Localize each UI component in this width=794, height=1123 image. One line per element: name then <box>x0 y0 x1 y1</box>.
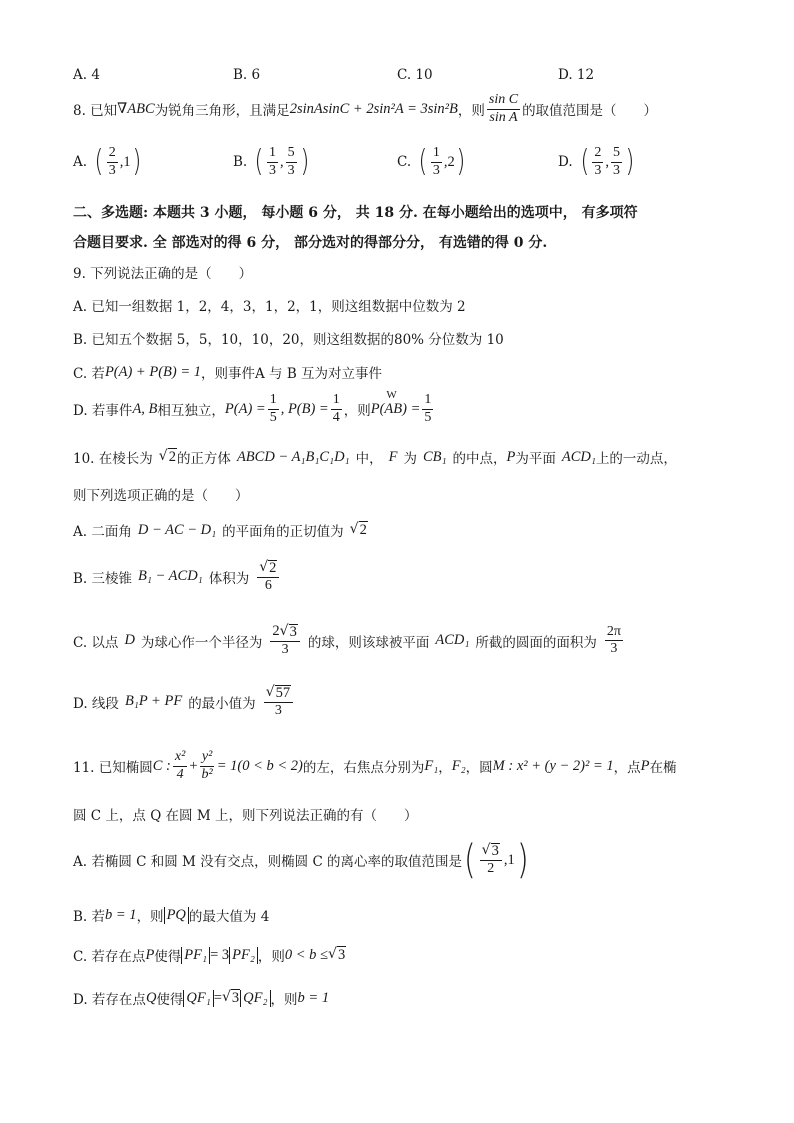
q8-option-d: D. ( $\frac{2}{3}$ , $\frac{5}{3}$ ) <box>558 144 635 180</box>
q10-option-b: B. 三棱锥 B₁ − ACD₁ 体积为 √ 2 6 <box>73 560 281 594</box>
q9-option-d: D. 若事件 A, B 相互独立， P(A) = $\frac{1}{5}$ , P(B) = $\frac{1}{4}$ ，则 P( W AB ) = $\frac{1}{5}$ <box>73 388 432 425</box>
q9-option-a: A. 已知一组数据 1，2，4，3，1，2，1，则这组数据中位数为 2 <box>73 299 466 315</box>
q11-option-c: C. 若存在点 P 使得 PF₁ = 3 PF₂ ，则 0 < b ≤ √ 3 <box>73 946 346 965</box>
q10-option-d: D. 线段 B₁P + PF 的最小值为 √ 57 3 <box>73 685 295 719</box>
q7-option-b: B. 6 <box>233 67 261 83</box>
q10-option-c: C. 以点 D 为球心作一个半径为 2 √ 3 3 的球，则该球被平面 ACD₁ 所截的圆面的面积为 $\frac{2\pi}{3}$ <box>73 623 621 658</box>
q11-stem: 11. 已知椭圆 C : $\frac{\text{x²}}{4}$ + $\frac{\text{y²}}{\text{b²}}$ = 1(0 < b < 2) 的左，右焦点分别为 F₁ ， F₂ ，圆 M : x² + (y − 2)² = 1 ，点 P 在椭 <box>73 749 677 782</box>
q8-option-b: B. ( $\frac{1}{3}$ , $\frac{5}{3}$ ) <box>233 144 309 180</box>
q9-option-c: C. 若 P(A) + P(B) = 1 ，则事件A 与 B 互为对立事件 <box>73 363 383 382</box>
q11-option-d: D. 若存在点 Q 使得 QF₁ = √ 3 QF₂ ，则 b = 1 <box>73 989 330 1008</box>
q10-option-a: A. 二面角 D − AC − D₁ 的平面角的正切值为 √ 2 <box>73 521 367 540</box>
q8-stem: 8. 已知 ∇ABC 为锐角三角形，且满足 2sinAsinC + 2sin²A = 3sin²B ，则 $\frac{\text{sin C}}{\text{sin A}}$ 的取值范围是（ ） <box>73 92 658 125</box>
q7-option-d: D. 12 <box>558 67 595 83</box>
section-2-header: 二、多选题: 本题共 3 小题， 每小题 6 分， 共 18 分. 在每小题给出的选项中， 有多项符 合题目要求. 全 部选对的得 6 分， 部分选对的得部分分， 有选错的得 0 分. <box>73 205 638 251</box>
q8-option-c: C. ( $\frac{1}{3}$ , 2 ) <box>397 144 465 180</box>
q11-option-a: A. 若椭圆 C 和圆 M 没有交点，则椭圆 C 的离心率的取值范围是 ( √ 3 2 , 1 ) <box>73 837 529 883</box>
q7-option-a: A. 4 <box>73 67 100 83</box>
q11-stem-line2: 圆 C 上，点 Q 在圆 M 上，则下列说法正确的有（ ） <box>73 808 418 824</box>
q11-option-b: B. 若 b = 1 ，则 PQ 的最大值为 4 <box>73 906 270 925</box>
q9-stem: 9. 下列说法正确的是（ ） <box>73 266 253 282</box>
q10-stem-line2: 则下列选项正确的是（ ） <box>73 488 249 504</box>
q7-option-c: C. 10 <box>397 67 433 83</box>
q9-option-b: B. 已知五个数据 5，5，10，10，20，则这组数据的80% 分位数为 10 <box>73 332 504 348</box>
q8-option-a: A. ( $\frac{2}{3}$ , 1 ) <box>73 144 141 180</box>
q10-stem: 10. 在棱长为 √ 2 的正方体 ABCD − A₁B₁C₁D₁ 中， F 为 CB₁ 的中点， P 为平面 ACD₁ 上的一动点， <box>73 448 677 467</box>
q8-ratio-fraction: $\frac{\text{sin C}}{\text{sin A}}$ <box>488 92 519 125</box>
